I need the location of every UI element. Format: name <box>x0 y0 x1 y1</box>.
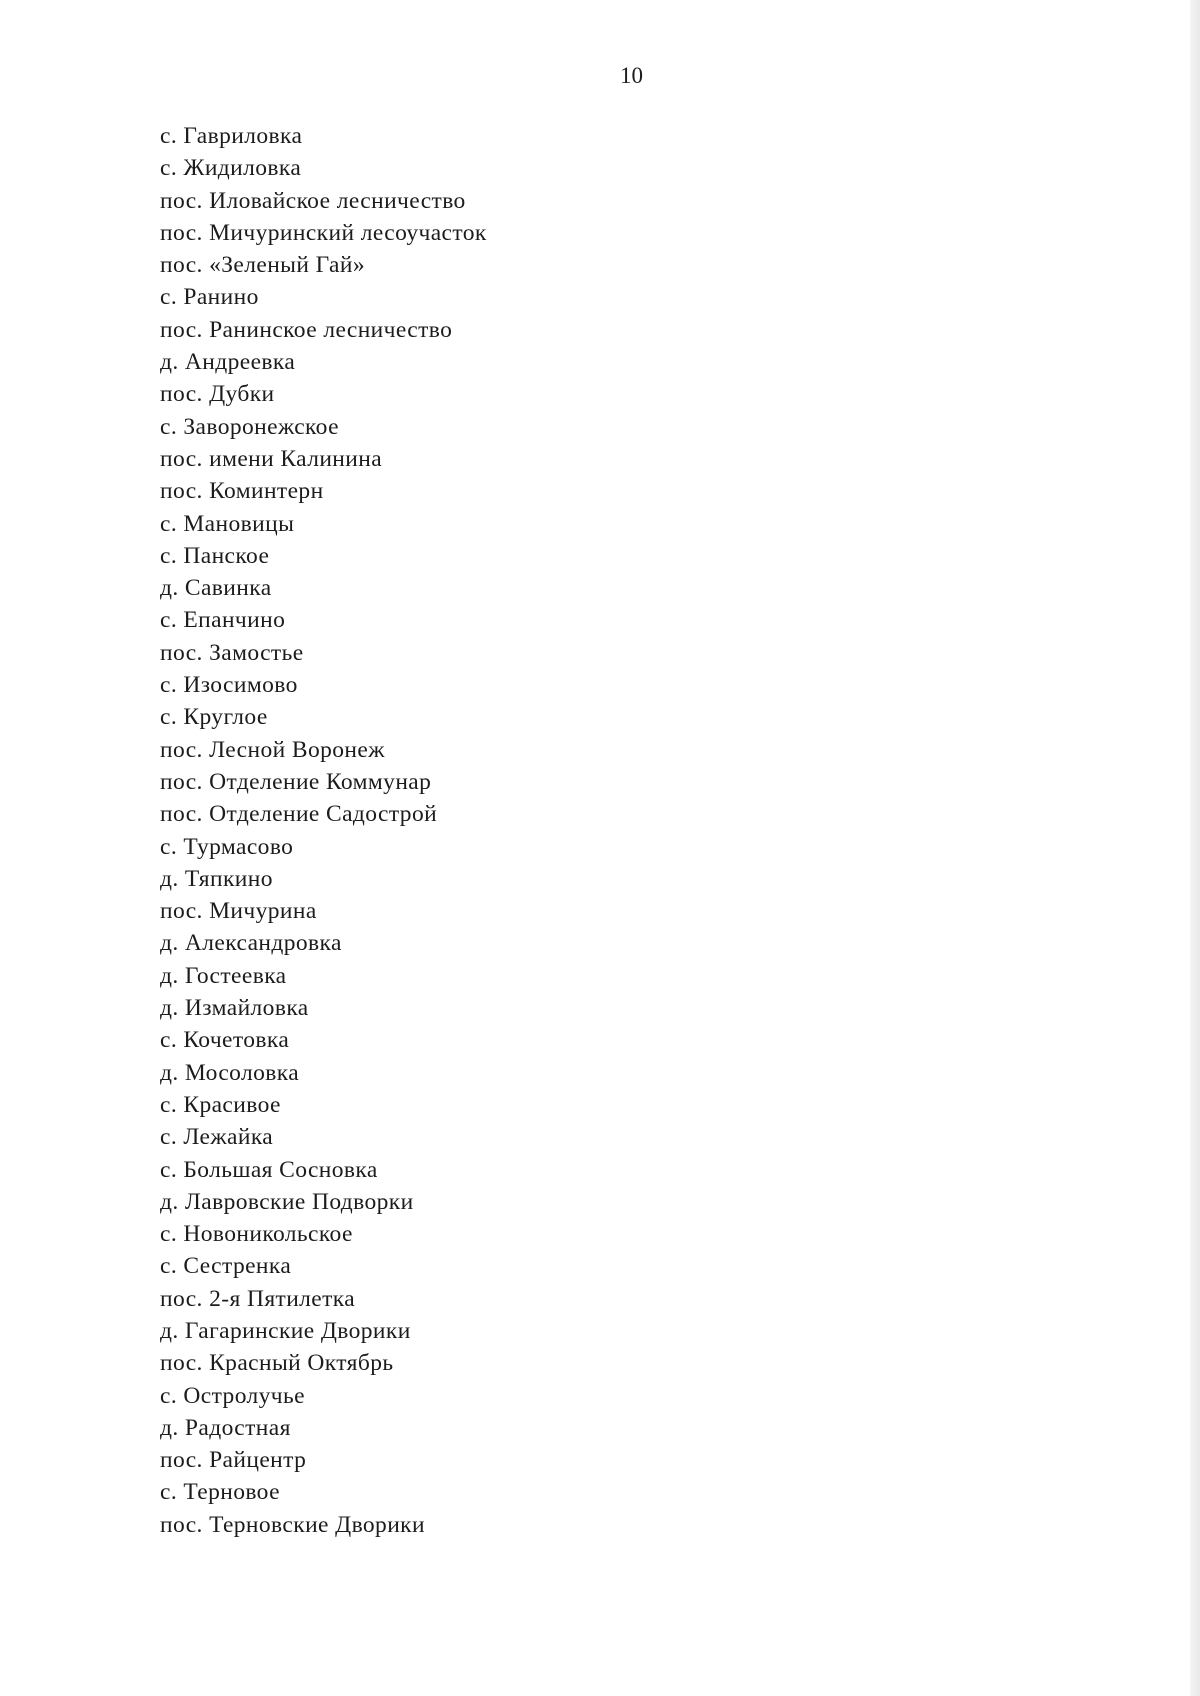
list-item: пос. Мичуринский лесоучасток <box>160 219 487 246</box>
list-item: д. Андреевка <box>160 349 296 376</box>
list-item: с. Мановицы <box>160 510 295 537</box>
list-item: пос. Замостье <box>160 639 304 666</box>
list-item: д. Мосоловка <box>160 1059 300 1086</box>
settlement-list <box>160 120 487 1541</box>
list-item: пос. Лесной Воронеж <box>160 736 385 763</box>
list-item: с. Сестренка <box>160 1253 292 1280</box>
list-item: пос. Иловайское лесничество <box>160 187 466 214</box>
list-item: с. Круглое <box>160 704 268 731</box>
list-item: д. Лавровские Подворки <box>160 1188 414 1215</box>
list-item: с. Панское <box>160 542 270 569</box>
list-item: с. Жидиловка <box>160 155 302 182</box>
list-item: пос. Мичурина <box>160 898 317 925</box>
list-item: с. Остролучье <box>160 1382 305 1409</box>
list-item: пос. Терновские Дворики <box>160 1511 425 1538</box>
list-item: с. Турмасово <box>160 833 294 860</box>
list-item: д. Гостеевка <box>160 962 287 989</box>
page-edge <box>1190 0 1200 1696</box>
list-item: с. Лежайка <box>160 1124 274 1151</box>
list-item: пос. Райцентр <box>160 1447 307 1474</box>
list-item: д. Александровка <box>160 930 342 957</box>
list-item: с. Кочетовка <box>160 1027 290 1054</box>
list-item: д. Тяпкино <box>160 865 273 892</box>
page-number: 10 <box>620 63 643 88</box>
list-item: с. Изосимово <box>160 672 298 699</box>
list-item: с. Большая Сосновка <box>160 1156 378 1183</box>
list-item: с. Епанчино <box>160 607 286 634</box>
list-item: с. Терновое <box>160 1479 280 1506</box>
list-item: с. Ранино <box>160 284 259 311</box>
list-item: с. Новоникольское <box>160 1221 353 1248</box>
list-item: пос. Отделение Коммунар <box>160 768 432 795</box>
list-item: д. Савинка <box>160 575 272 602</box>
list-item: пос. имени Калинина <box>160 445 383 472</box>
list-item: пос. Красный Октябрь <box>160 1350 394 1377</box>
list-item: с. Красивое <box>160 1091 281 1118</box>
list-item: д. Гагаринские Дворики <box>160 1317 411 1344</box>
list-item: пос. 2-я Пятилетка <box>160 1285 356 1312</box>
list-item: с. Заворонежское <box>160 413 339 440</box>
list-item: пос. Ранинское лесничество <box>160 316 453 343</box>
list-item: пос. Дубки <box>160 381 275 408</box>
list-item: с. Гавриловка <box>160 123 303 149</box>
list-item: пос. «Зеленый Гай» <box>160 252 365 279</box>
list-item: пос. Коминтерн <box>160 478 324 505</box>
list-item: д. Измайловка <box>160 995 309 1022</box>
list-item: д. Радостная <box>160 1414 291 1441</box>
list-item: пос. Отделение Садострой <box>160 801 438 828</box>
